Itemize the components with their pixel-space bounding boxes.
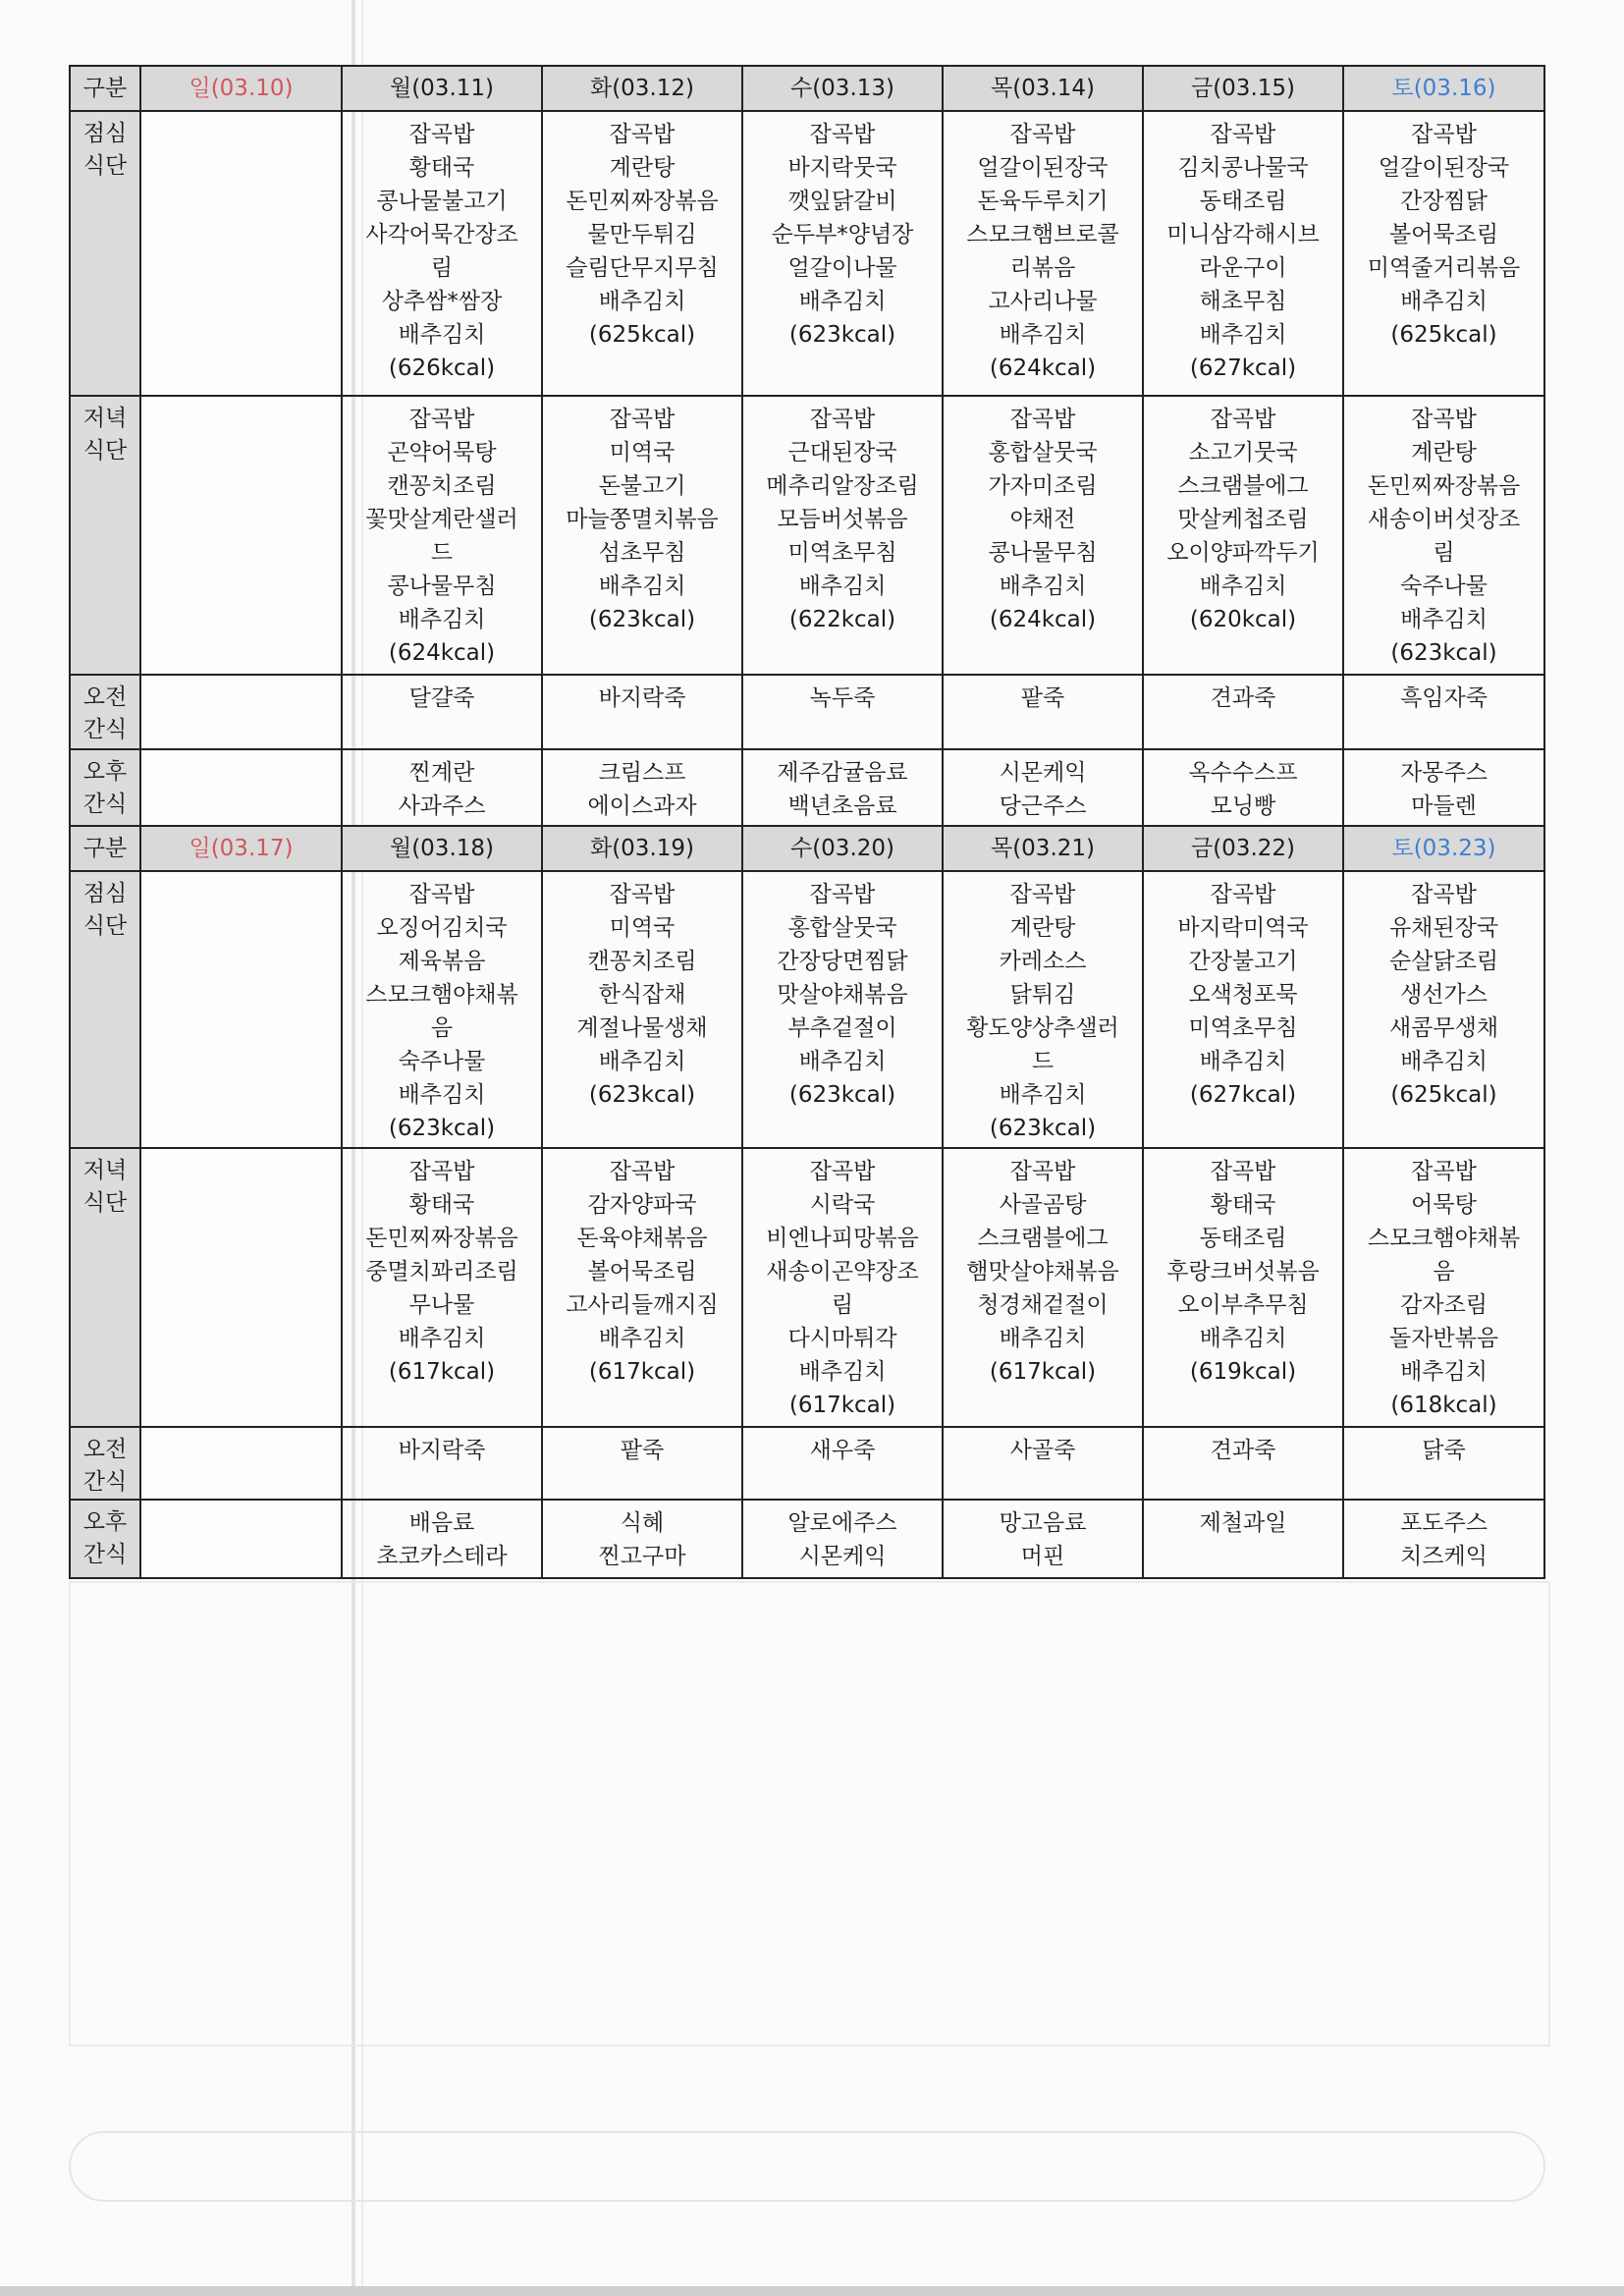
menu-cell: 잡곡밥 소고기뭇국 스크램블에그 맛살케첩조림 오이양파깍두기 배추김치 (620kcal) (1143, 396, 1343, 675)
bleed-through-table (69, 1581, 1550, 2047)
menu-cell: 잡곡밥 김치콩나물국 동태조림 미니삼각해시브 라운구이 해초무침 배추김치 (627kcal) (1143, 111, 1343, 396)
menu-cell: 잡곡밥 근대된장국 메추리알장조림 모듬버섯볶음 미역초무침 배추김치 (622kcal) (742, 396, 943, 675)
day-header-tuesday: 화(03.12) (542, 66, 742, 111)
week2-dinner-row (70, 1148, 1544, 1427)
menu-cell: 잡곡밥 홍합살뭇국 가자미조림 야채전 콩나물무침 배추김치 (624kcal) (943, 396, 1143, 675)
row-label-pm-snack: 오후 간식 (70, 749, 140, 826)
row-label-lunch: 점심 식단 (70, 111, 140, 396)
day-header-wednesday: 수(03.13) (742, 66, 943, 111)
menu-cell: 옥수수스프 모닝빵 (1143, 749, 1343, 826)
menu-cell-empty (140, 871, 342, 1148)
menu-cell: 잡곡밥 계란탕 돈민찌짜장볶음 새송이버섯장조 림 숙주나물 배추김치 (623kcal) (1343, 396, 1544, 675)
menu-cell: 제철과일 (1143, 1500, 1343, 1578)
menu-cell: 잡곡밥 미역국 돈불고기 마늘쫑멸치볶음 섬초무침 배추김치 (623kcal) (542, 396, 742, 675)
row-label-am-snack: 오전 간식 (70, 1427, 140, 1500)
row-label-am-snack: 오전 간식 (70, 675, 140, 749)
menu-cell: 제주감귤음료 백년초음료 (742, 749, 943, 826)
day-header-tuesday: 화(03.19) (542, 826, 742, 871)
menu-cell: 배음료 초코카스테라 (342, 1500, 542, 1578)
menu-cell-empty (140, 1148, 342, 1427)
menu-cell: 잡곡밥 유채된장국 순살닭조림 생선가스 새콤무생채 배추김치 (625kcal) (1343, 871, 1544, 1148)
week2-lunch-row (70, 871, 1544, 1148)
menu-cell: 잡곡밥 감자양파국 돈육야채볶음 볼어묵조림 고사리들깨지짐 배추김치 (617kcal) (542, 1148, 742, 1427)
row-label-pm-snack: 오후 간식 (70, 1500, 140, 1578)
scan-bottom-edge (0, 2286, 1624, 2296)
day-header-wednesday: 수(03.20) (742, 826, 943, 871)
menu-cell: 잡곡밥 오징어김치국 제육볶음 스모크햄야채볶 음 숙주나물 배추김치 (623kcal) (342, 871, 542, 1148)
week1-header-row (70, 66, 1544, 111)
menu-cell: 포도주스 치즈케익 (1343, 1500, 1544, 1578)
menu-cell: 잡곡밥 어묵탕 스모크햄야채볶 음 감자조림 돌자반볶음 배추김치 (618kcal) (1343, 1148, 1544, 1427)
bleed-through-footer-bar (69, 2131, 1545, 2202)
menu-cell: 잡곡밥 미역국 캔꽁치조림 한식잡채 계절나물생채 배추김치 (623kcal) (542, 871, 742, 1148)
menu-cell: 팥죽 (943, 675, 1143, 749)
menu-cell: 자몽주스 마들렌 (1343, 749, 1544, 826)
menu-cell: 잡곡밥 곤약어묵탕 캔꽁치조림 꽃맛살계란샐러 드 콩나물무침 배추김치 (624kcal) (342, 396, 542, 675)
day-header-friday: 금(03.15) (1143, 66, 1343, 111)
menu-cell: 망고음료 머핀 (943, 1500, 1143, 1578)
menu-cell: 바지락죽 (542, 675, 742, 749)
day-header-saturday: 토(03.23) (1343, 826, 1544, 871)
menu-cell: 알로에주스 시몬케익 (742, 1500, 943, 1578)
day-header-sunday: 일(03.17) (140, 826, 342, 871)
row-label-lunch: 점심 식단 (70, 871, 140, 1148)
menu-cell: 잡곡밥 계란탕 카레소스 닭튀김 황도양상추샐러 드 배추김치 (623kcal) (943, 871, 1143, 1148)
menu-cell: 잡곡밥 시락국 비엔나피망볶음 새송이곤약장조 림 다시마튀각 배추김치 (617kcal) (742, 1148, 943, 1427)
menu-cell: 찐계란 사과주스 (342, 749, 542, 826)
menu-cell: 닭죽 (1343, 1427, 1544, 1500)
menu-cell: 잡곡밥 얼갈이된장국 간장찜닭 볼어묵조림 미역줄거리볶음 배추김치 (625kcal) (1343, 111, 1544, 396)
menu-cell: 식혜 찐고구마 (542, 1500, 742, 1578)
day-header-thursday: 목(03.14) (943, 66, 1143, 111)
menu-cell: 흑임자죽 (1343, 675, 1544, 749)
category-header: 구분 (70, 66, 140, 111)
week2-header-row (70, 826, 1544, 871)
menu-cell: 견과죽 (1143, 1427, 1343, 1500)
meal-menu-table (69, 65, 1545, 1579)
week2-am-snack-row (70, 1427, 1544, 1500)
menu-cell-empty (140, 675, 342, 749)
menu-cell: 바지락죽 (342, 1427, 542, 1500)
menu-cell: 크림스프 에이스과자 (542, 749, 742, 826)
day-header-monday: 월(03.18) (342, 826, 542, 871)
menu-cell: 팥죽 (542, 1427, 742, 1500)
menu-cell: 잡곡밥 홍합살뭇국 간장당면찜닭 맛살야채볶음 부추겉절이 배추김치 (623kcal) (742, 871, 943, 1148)
menu-cell: 잡곡밥 황태국 동태조림 후랑크버섯볶음 오이부추무침 배추김치 (619kcal) (1143, 1148, 1343, 1427)
menu-cell-empty (140, 1427, 342, 1500)
menu-cell-empty (140, 396, 342, 675)
row-label-dinner: 저녁 식단 (70, 1148, 140, 1427)
week2-pm-snack-row (70, 1500, 1544, 1578)
menu-cell-empty (140, 749, 342, 826)
week1-am-snack-row (70, 675, 1544, 749)
menu-cell-empty (140, 1500, 342, 1578)
menu-cell: 잡곡밥 계란탕 돈민찌짜장볶음 물만두튀김 슬림단무지무침 배추김치 (625kcal) (542, 111, 742, 396)
menu-cell: 잡곡밥 황태국 돈민찌짜장볶음 중멸치꽈리조림 무나물 배추김치 (617kcal) (342, 1148, 542, 1427)
menu-cell: 시몬케익 당근주스 (943, 749, 1143, 826)
day-header-saturday: 토(03.16) (1343, 66, 1544, 111)
menu-cell: 달걀죽 (342, 675, 542, 749)
menu-cell: 잡곡밥 사골곰탕 스크램블에그 햄맛살야채볶음 청경채겉절이 배추김치 (617kcal) (943, 1148, 1143, 1427)
day-header-friday: 금(03.22) (1143, 826, 1343, 871)
day-header-thursday: 목(03.21) (943, 826, 1143, 871)
menu-cell: 녹두죽 (742, 675, 943, 749)
menu-cell: 새우죽 (742, 1427, 943, 1500)
row-label-dinner: 저녁 식단 (70, 396, 140, 675)
week1-lunch-row (70, 111, 1544, 396)
category-header: 구분 (70, 826, 140, 871)
day-header-sunday: 일(03.10) (140, 66, 342, 111)
day-header-monday: 월(03.11) (342, 66, 542, 111)
menu-cell: 잡곡밥 바지락미역국 간장불고기 오색청포묵 미역초무침 배추김치 (627kcal) (1143, 871, 1343, 1148)
menu-cell: 사골죽 (943, 1427, 1143, 1500)
menu-cell: 잡곡밥 황태국 콩나물불고기 사각어묵간장조 림 상추쌈*쌈장 배추김치 (626kcal) (342, 111, 542, 396)
menu-cell: 견과죽 (1143, 675, 1343, 749)
menu-cell: 잡곡밥 얼갈이된장국 돈육두루치기 스모크햄브로콜 리볶음 고사리나물 배추김치 (624kcal) (943, 111, 1143, 396)
week1-pm-snack-row (70, 749, 1544, 826)
week1-dinner-row (70, 396, 1544, 675)
menu-cell-empty (140, 111, 342, 396)
menu-cell: 잡곡밥 바지락뭇국 깻잎닭갈비 순두부*양념장 얼갈이나물 배추김치 (623kcal) (742, 111, 943, 396)
